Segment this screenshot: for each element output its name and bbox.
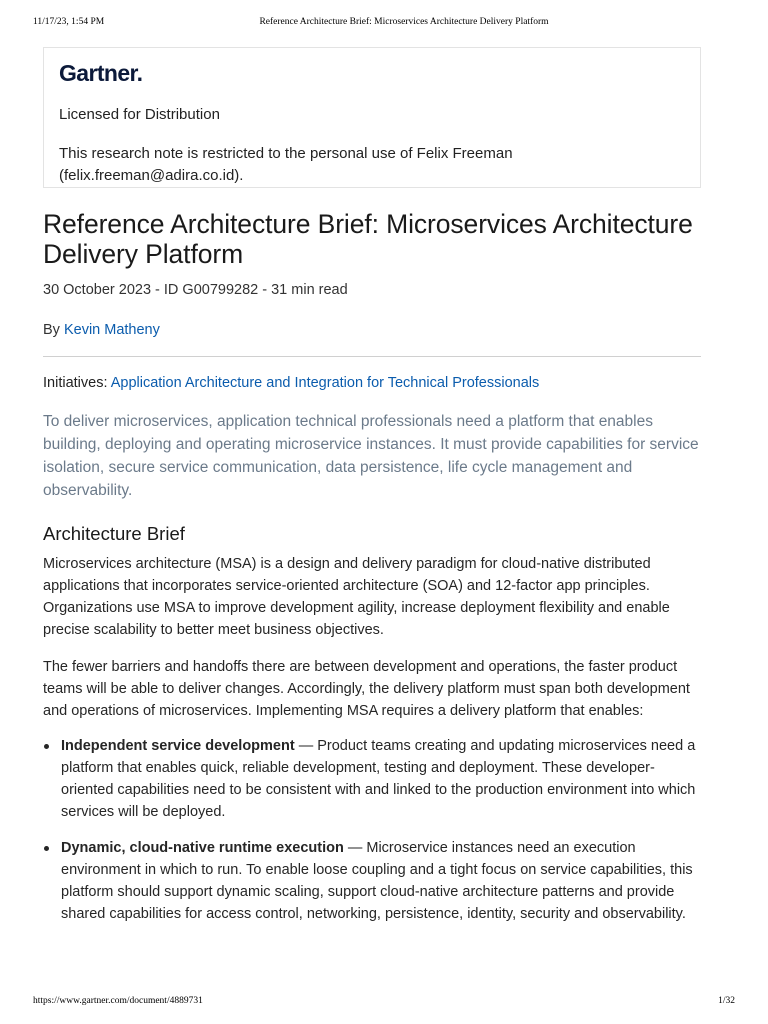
bullet-term: Dynamic, cloud-native runtime execution (61, 840, 344, 856)
bullet-list (43, 735, 701, 925)
gartner-logo[interactable] (59, 60, 685, 88)
print-url: https://www.gartner.com/document/4889731 (33, 996, 203, 1006)
section-heading: Architecture Brief (43, 523, 185, 544)
bullet-text: — Microservice instances need an execution environment in which to run. To enable loose coupling and a tight focus on service capabilities, this platform should support dynamic scaling, support cloud-native architecture patterns and provide shared capabilities for access control, networking, persistence, identity, security and observability. (61, 840, 693, 922)
body-paragraph: The fewer barriers and handoffs there are between development and operations, the faster product teams will be able to deliver changes. Accordingly, the delivery platform must span both development and operations of microservices. Implementing MSA requires a delivery platform that enables: (43, 659, 690, 719)
logo-dot: . (136, 60, 143, 86)
bullet-item (43, 735, 701, 823)
print-header (33, 17, 735, 29)
initiative-link[interactable]: Application Architecture and Integration for Technical Professionals (110, 375, 540, 391)
document-meta: 30 October 2023 - ID G00799282 - 31 min read (43, 282, 348, 298)
bullet-item (43, 837, 701, 925)
initiatives-label: Initiatives: (43, 375, 108, 391)
document-content (43, 47, 701, 939)
bullet-icon (44, 846, 49, 851)
bullet-text: — Product teams creating and updating microservices need a platform that enables quick, reliable development, testing and deployment. These developer-oriented capabilities need to be consistent with and linked to the production environment into which services will be deployed. (61, 738, 696, 820)
bullet-icon (44, 744, 49, 749)
license-box (43, 47, 701, 188)
initiatives (43, 374, 701, 392)
bullet-term: Independent service development (61, 738, 295, 754)
author-link[interactable]: Kevin Matheny (63, 322, 160, 338)
print-doc-title: Reference Architecture Brief: Microservices Architecture Delivery Platform (259, 17, 549, 27)
print-datetime: 11/17/23, 1:54 PM (33, 17, 105, 27)
print-footer (33, 996, 735, 1008)
body-paragraph: Microservices architecture (MSA) is a design and delivery paradigm for cloud-native distributed applications that incorporates service-oriented architecture (SOA) and 12-factor app principles. Organizations use MSA to improve development agility, increase deployment flexibility and enable precise scalability to better meet business objectives. (43, 556, 670, 638)
summary: To deliver microservices, application technical professionals need a platform that enables building, deploying and operating microservice instances. It must provide capabilities for service isolation, secure service communication, data persistence, life cycle management and observability. (43, 413, 699, 499)
by-label: By (43, 322, 60, 338)
divider (43, 356, 701, 357)
license-title: Licensed for Distribution (59, 106, 220, 123)
logo-text: Gartner (59, 60, 137, 86)
license-note: This research note is restricted to the personal use of Felix Freeman (felix.freeman@adira.co.id). (59, 145, 513, 184)
page-number: 1/32 (718, 996, 735, 1006)
document-title: Reference Architecture Brief: Microservices Architecture Delivery Platform (43, 209, 693, 269)
byline (43, 321, 701, 339)
